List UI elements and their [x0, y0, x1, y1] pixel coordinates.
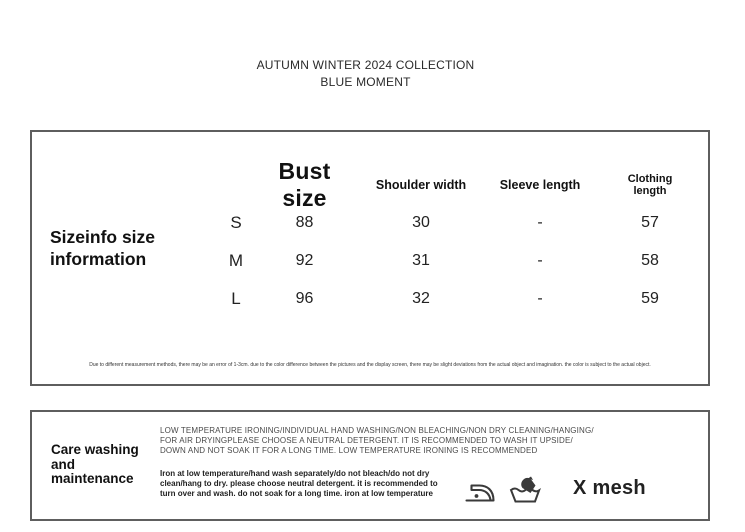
laundry-icons — [464, 475, 542, 505]
bust-cell: 88 — [295, 214, 314, 231]
size-section-title: Sizeinfo size information — [50, 227, 156, 269]
size-cell: M — [228, 251, 244, 270]
size-cell: L — [231, 289, 241, 308]
bust-cell: 96 — [295, 290, 314, 307]
collection-header — [0, 57, 738, 91]
care-instructions-uppercase: LOW TEMPERATURE IRONING/INDIVIDUAL HAND WASHING/NON BLEACHING/NON DRY CLEANING/HANGING/ FOR AIR DRYINGPLEASE CHOOSE A NEUTRAL DETERGENT. IT IS RECOMMENDED TO WASH IT UPSIDE/ DOWN AND NOT SOAK IT FOR A LONG TIME. LOW TEMPERATURE IRONING IS RECOMMENDED — [160, 426, 594, 456]
clothing-cell: 58 — [641, 252, 659, 269]
column-header-sleeve: Sleeve length — [499, 178, 581, 192]
clothing-cell: 59 — [641, 290, 659, 307]
column-header-shoulder: Shoulder width — [375, 178, 467, 192]
material-label: X mesh — [573, 477, 646, 499]
table-row-l — [210, 280, 715, 318]
collection-title: AUTUMN WINTER 2024 COLLECTION — [256, 58, 475, 72]
column-header-clothing: Clothing length — [627, 172, 673, 197]
hand-wash-icon — [508, 476, 542, 504]
measurement-disclaimer: Due to different measurement methods, there may be an error of 1-3cm. due to the color difference between the pictures and the display screen, there may be slight deviations from the actual object and imagination. the color is subject to the actual object. — [89, 362, 651, 368]
shoulder-cell: 30 — [412, 214, 430, 231]
sleeve-cell: - — [537, 214, 543, 231]
size-table-header-row — [210, 158, 715, 211]
care-section-title: Care washing and maintenance — [51, 442, 139, 486]
clothing-cell: 57 — [641, 214, 659, 231]
iron-icon — [464, 479, 496, 505]
size-cell: S — [230, 213, 242, 232]
care-instructions-detail: Iron at low temperature/hand wash separately/do not bleach/do not dry clean/hang to dry. please choose neutral detergent. it is recommended to turn over and wash. do not soak for a long time. iron at low temperature — [160, 469, 438, 499]
table-row-m — [210, 242, 715, 280]
collection-subtitle: BLUE MOMENT — [320, 75, 411, 89]
shoulder-cell: 31 — [412, 252, 430, 269]
shoulder-cell: 32 — [412, 290, 430, 307]
size-table — [210, 158, 715, 318]
sleeve-cell: - — [537, 290, 543, 307]
column-header-bust: Bust size — [278, 158, 331, 211]
bust-cell: 92 — [295, 252, 314, 269]
sleeve-cell: - — [537, 252, 543, 269]
